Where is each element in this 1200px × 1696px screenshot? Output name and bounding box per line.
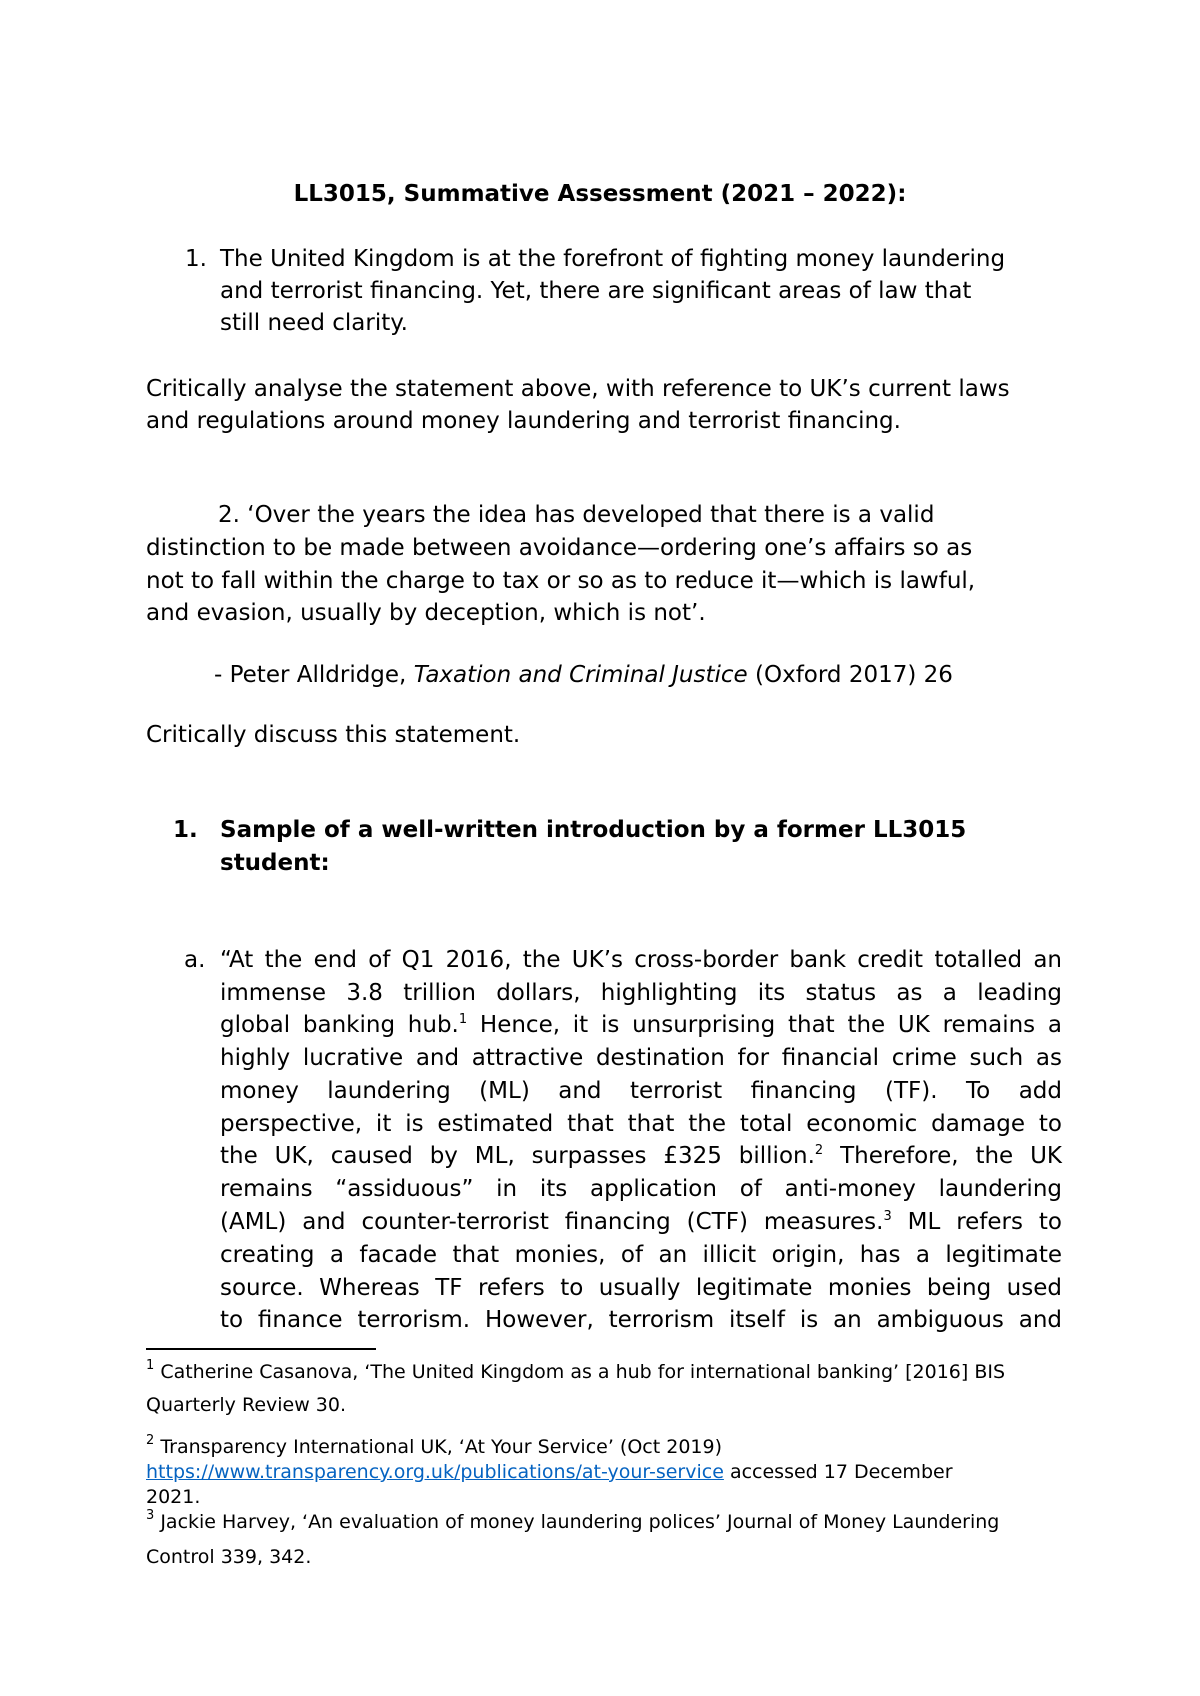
footnote-ref-1[interactable]: 1	[458, 1012, 468, 1027]
footnote-2: $^2$ Transparency International UK, ‘At Your Service’ (Oct 2019)	[146, 1433, 722, 1458]
footnote-3: $^3$ Jackie Harvey, ‘An evaluation of money laundering polices’ Journal of Money Laundering	[146, 1508, 1000, 1533]
sample-text-line: immense 3.8 trillion dollars, highlighting its status as a leading	[220, 980, 1062, 1006]
footnote-1: $^1$ Catherine Casanova, ‘The United Kingdom as a hub for international banking’ [2016] BIS	[146, 1358, 1006, 1383]
sample-heading: student:	[220, 850, 330, 876]
sample-text-line: remains “assiduous” in its application of anti-money laundering	[220, 1176, 1062, 1202]
sample-text-line: source. Whereas TF refers to usually legitimate monies being used	[220, 1275, 1062, 1301]
footnote-1-number: 1	[146, 1358, 155, 1373]
sample-heading: Sample of a well-written introduction by a former LL3015	[220, 817, 967, 843]
question-2-line: distinction to be made between avoidance—ordering one’s affairs so as	[146, 535, 973, 561]
footnote-2-number: 2	[146, 1433, 155, 1448]
sample-text-line: creating a facade that monies, of an illicit origin, has a legitimate	[220, 1242, 1062, 1268]
footnote-separator	[146, 1348, 376, 1350]
footnote-ref-2[interactable]: 2	[814, 1143, 824, 1158]
document-title: LL3015, Summative Assessment (2021 – 2022):	[293, 181, 907, 207]
question-2-line: and evasion, usually by deception, which is not’.	[146, 600, 706, 626]
footnote-3-number: 3	[146, 1508, 155, 1523]
footnote-3-cont: Control 339, 342.	[146, 1546, 312, 1568]
question-1-line: still need clarity.	[220, 310, 408, 336]
sample-text-line: perspective, it is estimated that that the total economic damage to	[220, 1111, 1062, 1137]
sample-item-letter: a.	[184, 947, 206, 973]
sample-text-line: the UK, caused by ML, surpasses £325 billion.$^2$ Therefore, the UK	[220, 1143, 1063, 1169]
citation-details: (Oxford 2017) 26	[747, 662, 953, 688]
footnote-1-cont: Quarterly Review 30.	[146, 1394, 347, 1416]
sample-text-line: (AML) and counter-terrorist financing (CTF) measures.$^3$ ML refers to	[220, 1209, 1062, 1235]
quote-citation	[214, 660, 953, 690]
sample-text-line: global banking hub.$^1$ Hence, it is unsurprising that the UK remains a	[220, 1012, 1062, 1038]
footnote-2-end: 2021.	[146, 1486, 201, 1508]
sample-text-line: to finance terrorism. However, terrorism itself is an ambiguous and	[220, 1307, 1062, 1333]
question-1-instruction: and regulations around money laundering and terrorist financing.	[146, 408, 901, 434]
question-2-instruction: Critically discuss this statement.	[146, 722, 521, 748]
footnote-2-link[interactable]: https://www.transparency.org.uk/publications/at-your-service	[146, 1461, 724, 1483]
sample-text-line: “At the end of Q1 2016, the UK’s cross-border bank credit totalled an	[220, 947, 1062, 973]
footnote-ref-3[interactable]: 3	[883, 1209, 892, 1224]
question-1-line: The United Kingdom is at the forefront of fighting money laundering	[220, 246, 1006, 272]
citation-book-title: Taxation and Criminal Justice	[413, 662, 748, 688]
sample-heading-number: 1.	[173, 817, 198, 843]
sample-text-line: highly lucrative and attractive destination for financial crime such as	[220, 1045, 1062, 1071]
sample-text-line: money laundering (ML) and terrorist financing (TF). To add	[220, 1078, 1062, 1104]
question-1-line: and terrorist financing. Yet, there are significant areas of law that	[220, 278, 972, 304]
question-2-line: not to fall within the charge to tax or so as to reduce it—which is lawful,	[146, 568, 976, 594]
question-1-instruction: Critically analyse the statement above, with reference to UK’s current laws	[146, 376, 1010, 402]
question-2-line: 2. ‘Over the years the idea has developed that there is a valid	[218, 502, 935, 528]
footnote-2-cont: https://www.transparency.org.uk/publications/at-your-service accessed 17 December	[146, 1461, 953, 1483]
question-1-number: 1.	[185, 246, 207, 272]
citation-author: - Peter Alldridge,	[214, 662, 414, 688]
